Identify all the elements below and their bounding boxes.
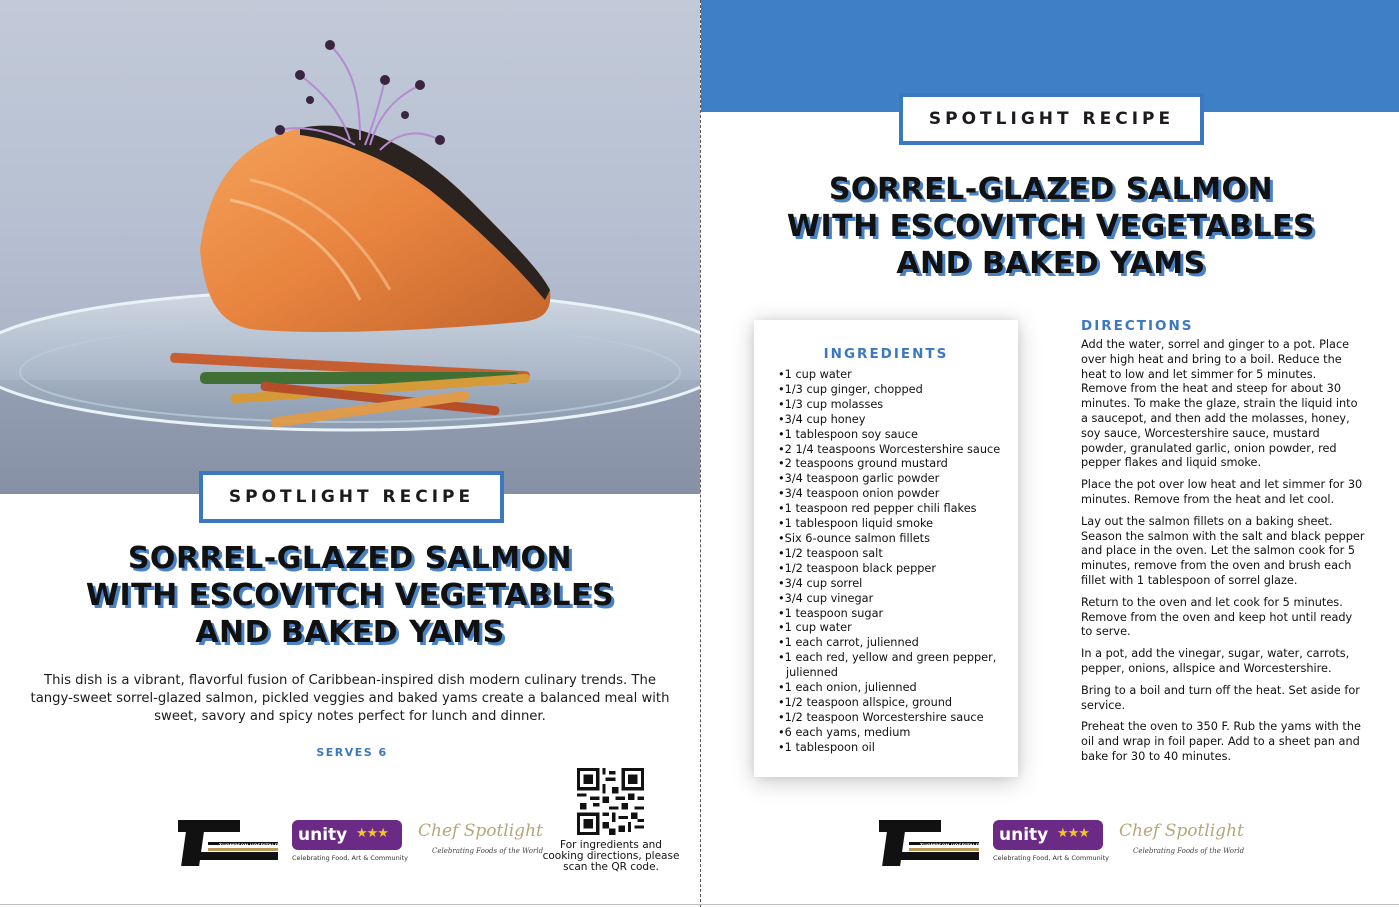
title-line: AND BAKED YAMS <box>896 246 1206 281</box>
ingredient-item: • 1/2 teaspoon allspice, ground <box>778 696 1014 711</box>
ingredient-item: • 3/4 cup vinegar <box>778 592 1014 607</box>
ingredient-item: • 3/4 teaspoon onion powder <box>778 487 1014 502</box>
salmon-photo <box>0 0 700 494</box>
chef-spotlight-logo <box>418 821 544 865</box>
ingredients-card <box>754 320 1018 777</box>
unity-tagline: Celebrating Food, Art & Community <box>993 854 1109 862</box>
ingredient-item: • 3/4 teaspoon garlic powder <box>778 472 1014 487</box>
ingredient-item: • 1 tablespoon liquid smoke <box>778 517 1014 532</box>
spotlight-badge: SPOTLIGHT RECIPE <box>899 93 1204 145</box>
ingredient-item: • 3/4 cup honey <box>778 413 1014 428</box>
title-line: WITH ESCOVITCH VEGETABLES <box>85 578 615 613</box>
title-line: AND BAKED YAMS <box>195 615 505 650</box>
ingredient-item: • 1 teaspoon red pepper chili flakes <box>778 502 1014 517</box>
ingredient-item: • 1/2 teaspoon Worcestershire sauce <box>778 711 1014 726</box>
qr-code-icon[interactable] <box>577 768 644 835</box>
unity-logo <box>292 820 408 868</box>
ingredient-item: • 1 cup water <box>778 621 1014 636</box>
direction-step: Add the water, sorrel and ginger to a pot. Place over high heat and bring to a boil. Reduce the heat to low and let simmer for 5 minutes. Remove from the heat and steep for about 30 minutes. To make the glaze, strain the liquid into a saucepot, and then add the molasses, honey, soy sauce, Worcestershire sauce, mustard powder, granulated garlic, onion powder, red pepper flakes and liquid smoke. <box>1081 338 1358 470</box>
ingredient-item: • 1 tablespoon oil <box>778 741 1014 756</box>
thompson-text: THOMPSON HOSPITALITY <box>920 844 979 849</box>
serves-label: SERVES 6 <box>316 746 388 759</box>
ingredient-item: • 1/2 teaspoon black pepper <box>778 562 1014 577</box>
ingredient-item: • 3/4 cup sorrel <box>778 577 1014 592</box>
unity-logo <box>993 820 1109 868</box>
thompson-hospitality-logo <box>879 817 979 867</box>
ingredient-item: • 1/3 cup ginger, chopped <box>778 383 1014 398</box>
thompson-hospitality-logo <box>178 817 278 867</box>
directions-heading: DIRECTIONS <box>1081 318 1194 334</box>
ingredient-item: • 2 teaspoons ground mustard <box>778 457 1014 472</box>
ingredient-item: • 1 teaspoon sugar <box>778 607 1014 622</box>
thompson-text: THOMPSON HOSPITALITY <box>219 844 278 849</box>
direction-step: Lay out the salmon fillets on a baking sheet. Season the salmon with the salt and black pepper and place in the oven. Let the salmon cook for 5 minutes, remove from the oven and brush each fillet with 1 tablespoon of sorrel glaze. <box>1081 514 1365 587</box>
ingredient-item: • Six 6-ounce salmon fillets <box>778 532 1014 547</box>
chef-spotlight-tagline: Celebrating Foods of the World <box>1133 847 1245 855</box>
recipe-title <box>721 171 1381 282</box>
directions-list <box>1081 338 1365 765</box>
direction-step: Bring to a boil and turn off the heat. Set aside for service. <box>1081 683 1360 712</box>
unity-stars-icon: ★★★ <box>1057 826 1089 841</box>
unity-wordmark: unity <box>999 825 1049 845</box>
direction-step: Preheat the oven to 350 F. Rub the yams with the oil and wrap in foil paper. Add to a sheet pan and bake for 30 to 40 minutes. <box>1081 720 1361 763</box>
spotlight-badge: SPOTLIGHT RECIPE <box>199 471 504 523</box>
directions-section <box>1081 318 1365 772</box>
chef-spotlight-logo <box>1119 821 1245 865</box>
ingredient-item: • 1/2 teaspoon salt <box>778 547 1014 562</box>
unity-tagline: Celebrating Food, Art & Community <box>292 854 408 862</box>
right-page <box>701 0 1399 907</box>
bottom-rule <box>0 904 1399 905</box>
unity-wordmark: unity <box>298 825 348 845</box>
title-line: WITH ESCOVITCH VEGETABLES <box>786 209 1316 244</box>
qr-instructions: For ingredients and cooking directions, please scan the QR code. <box>542 839 680 873</box>
ingredient-item: • 1 each onion, julienned <box>778 681 1014 696</box>
salmon-photo-illustration <box>0 0 700 494</box>
direction-step: Return to the oven and let cook for 5 minutes. Remove from the oven and keep hot until ready to serve. <box>1081 595 1353 639</box>
ingredient-item: • 6 each yams, medium <box>778 726 1014 741</box>
recipe-title <box>20 540 680 651</box>
title-line: SORREL-GLAZED SALMON <box>127 541 573 576</box>
ingredient-item: • 1 each red, yellow and green pepper, julienned <box>778 651 1014 681</box>
ingredient-item: • 1 each carrot, julienned <box>778 636 1014 651</box>
direction-step: In a pot, add the vinegar, sugar, water, carrots, pepper, onions, allspice and Worcestershire. <box>1081 647 1350 675</box>
unity-stars-icon: ★★★ <box>356 826 388 841</box>
chef-spotlight-tagline: Celebrating Foods of the World <box>432 847 544 855</box>
ingredient-item: • 1 cup water <box>778 368 1014 383</box>
ingredients-heading: INGREDIENTS <box>823 346 949 362</box>
ingredient-item: • 1/3 cup molasses <box>778 398 1014 413</box>
chef-spotlight-wordmark: Chef Spotlight <box>1119 821 1244 841</box>
recipe-description: This dish is a vibrant, flavorful fusion of Caribbean-inspired dish modern culinary trends. The tangy-sweet sorrel-glazed salmon, pickled veggies and baked yams create a balanced meal with sweet, savory and spicy notes perfect for lunch and dinner. <box>30 673 670 724</box>
ingredients-list <box>778 368 1014 756</box>
title-line: SORREL-GLAZED SALMON <box>828 172 1274 207</box>
direction-step: Place the pot over low heat and let simmer for 30 minutes. Remove from the heat and let cool. <box>1081 478 1363 506</box>
chef-spotlight-wordmark: Chef Spotlight <box>418 821 543 841</box>
ingredient-item: • 2 1/4 teaspoons Worcestershire sauce <box>778 443 1014 458</box>
ingredient-item: • 1 tablespoon soy sauce <box>778 428 1014 443</box>
